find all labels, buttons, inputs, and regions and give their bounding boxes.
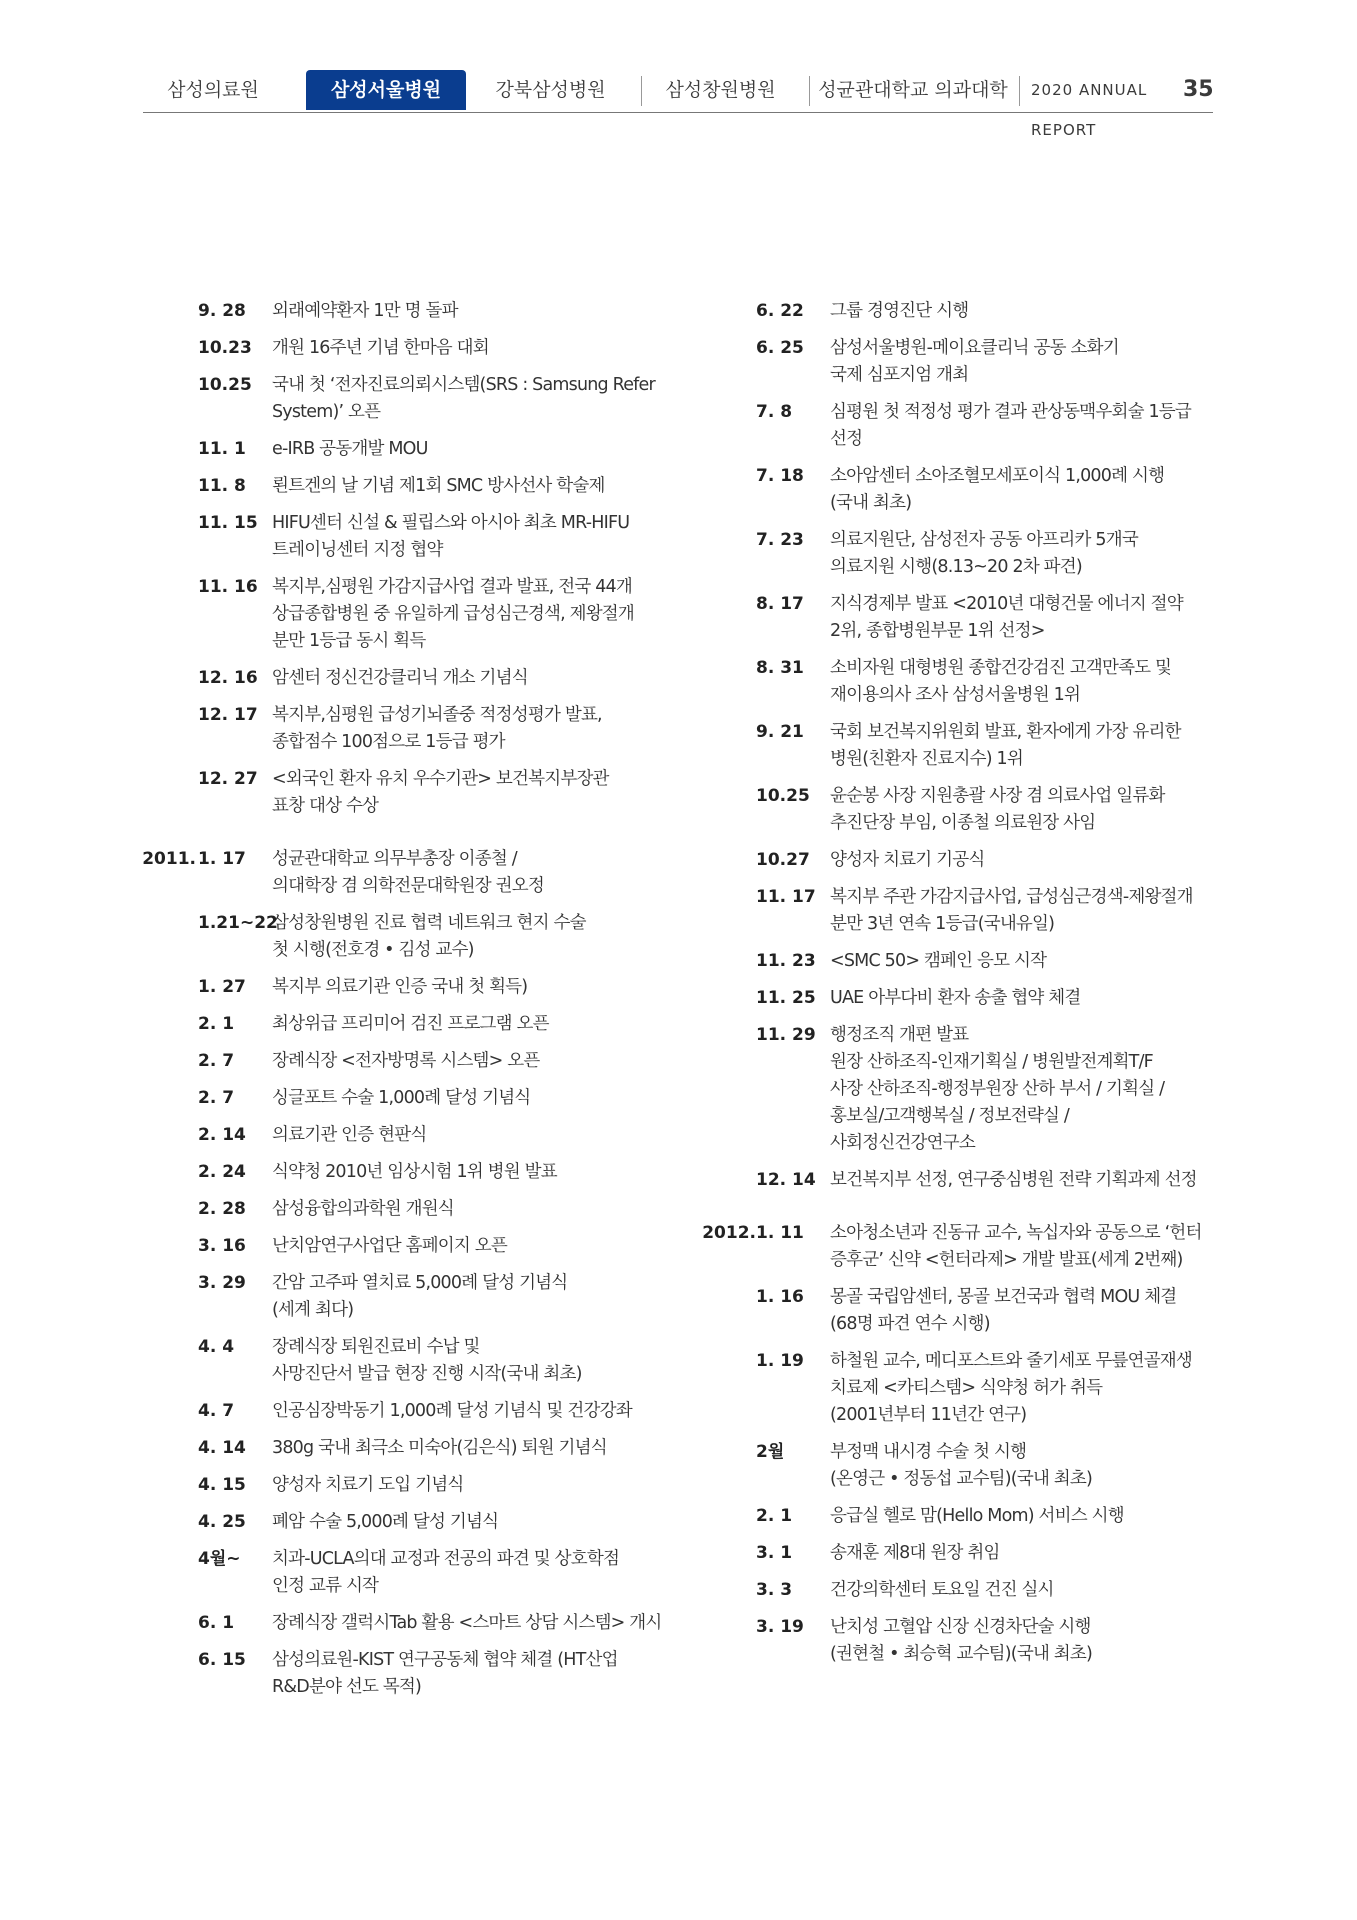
entry-date: 7. 18 (756, 466, 804, 486)
entry-text-line: 병원(친환자 진료지수) 1위 (830, 749, 1023, 769)
entry-text-line: 상급종합병원 중 유일하게 급성심근경색, 제왕절개 (272, 604, 635, 624)
entry-text-line: 송재훈 제8대 원장 취임 (830, 1543, 1000, 1563)
timeline-entry (700, 1167, 1202, 1194)
entry-date: 4. 14 (198, 1438, 246, 1458)
entry-text-line: 국제 심포지엄 개최 (830, 365, 969, 385)
timeline-entry (700, 1220, 1202, 1274)
timeline-entry (140, 335, 662, 362)
entry-date: 1. 17 (198, 849, 246, 869)
entry-date: 10.27 (756, 850, 810, 870)
entry-date: 3. 16 (198, 1236, 246, 1256)
entry-text-line: e-IRB 공동개발 MOU (272, 439, 428, 459)
tab-divider (641, 76, 642, 106)
tab-skku-medical-school[interactable]: 성균관대학교 의과대학 (818, 79, 1008, 101)
entry-text-line: 보건복지부 선정, 연구중심병원 전략 기획과제 선정 (830, 1170, 1197, 1190)
timeline-entry (700, 527, 1202, 581)
timeline-entry (700, 1614, 1202, 1668)
timeline-entry (700, 399, 1202, 453)
entry-text-line: 치료제 <카티스템> 식약청 허가 취득 (830, 1378, 1103, 1398)
entry-date: 6. 1 (198, 1613, 235, 1633)
entry-text-line: 트레이닝센터 지정 협약 (272, 540, 443, 560)
entry-text-line: (권현철 • 최승혁 교수팀)(국내 최초) (830, 1644, 1093, 1664)
entry-text-line: 암센터 정신건강클리닉 개소 기념식 (272, 668, 528, 688)
entry-date: 2. 14 (198, 1125, 246, 1145)
entry-text-line: 양성자 치료기 기공식 (830, 850, 985, 870)
tab-samsung-changwon-hospital[interactable]: 삼성창원병원 (665, 79, 776, 101)
timeline-entry (700, 1439, 1202, 1493)
entry-date: 10.25 (198, 375, 252, 395)
entry-text-line: 종합점수 100점으로 1등급 평가 (272, 732, 505, 752)
timeline-entry (700, 1540, 1202, 1567)
entry-date: 11. 8 (198, 476, 246, 496)
entry-text-line: 외래예약환자 1만 명 돌파 (272, 301, 458, 321)
entry-text-line: 복지부 의료기관 인증 국내 첫 획득) (272, 977, 528, 997)
entry-date: 8. 31 (756, 658, 804, 678)
entry-text-line: 뢴트겐의 날 기념 제1회 SMC 방사선사 학술제 (272, 476, 605, 496)
entry-date: 11. 1 (198, 439, 246, 459)
entry-date: 11. 17 (756, 887, 816, 907)
entry-text-line: 윤순봉 사장 지원총괄 사장 겸 의료사업 일류화 (830, 786, 1165, 806)
entry-text-line: (68명 파견 연수 시행) (830, 1314, 990, 1334)
timeline-entry (700, 463, 1202, 517)
timeline-entry (140, 1159, 662, 1186)
entry-date: 4. 7 (198, 1401, 235, 1421)
entry-text-line: 국내 첫 ‘전자진료의뢰시스템(SRS : Samsung Refer (272, 375, 655, 395)
entry-text-line: 소아청소년과 진동규 교수, 녹십자와 공동으로 ‘헌터 (830, 1223, 1202, 1243)
timeline-entry (700, 335, 1202, 389)
entry-text-line: 간암 고주파 열치료 5,000례 달성 기념식 (272, 1273, 568, 1293)
entry-text-line: 증후군’ 신약 <헌터라제> 개발 발표(세계 2번째) (830, 1250, 1183, 1270)
entry-text-line: 삼성융합의과학원 개원식 (272, 1199, 454, 1219)
timeline-entry (700, 1577, 1202, 1604)
timeline-entry (140, 1546, 662, 1600)
entry-date: 11. 16 (198, 577, 258, 597)
entry-text-line: UAE 아부다비 환자 송출 협약 체결 (830, 988, 1081, 1008)
entry-date: 12. 16 (198, 668, 258, 688)
entry-text-line: 선정 (830, 429, 863, 449)
entry-text-line: HIFU센터 신설 & 필립스와 아시아 최초 MR-HIFU (272, 513, 630, 533)
entry-text-line: 응급실 헬로 맘(Hello Mom) 서비스 시행 (830, 1506, 1124, 1526)
entry-date: 2. 28 (198, 1199, 246, 1219)
entry-text-line: 의대학장 겸 의학전문대학원장 권오정 (272, 876, 544, 896)
entry-date: 3. 29 (198, 1273, 246, 1293)
timeline-entry (140, 473, 662, 500)
timeline-entry (140, 1647, 662, 1701)
entry-text-line: 복지부 주관 가감지급사업, 급성심근경색-제왕절개 (830, 887, 1193, 907)
entry-text-line: 건강의학센터 토요일 건진 실시 (830, 1580, 1054, 1600)
entry-text-line: 그룹 경영진단 시행 (830, 301, 969, 321)
entry-text-line: (세계 최다) (272, 1300, 354, 1320)
entry-text-line: <외국인 환자 유치 우수기관> 보건복지부장관 (272, 769, 609, 789)
timeline-entry (700, 783, 1202, 837)
tab-samsung-seoul-hospital[interactable]: 삼성서울병원 (306, 70, 466, 110)
timeline-entry (140, 1509, 662, 1536)
entry-text-line: 복지부,심평원 급성기뇌졸중 적정성평가 발표, (272, 705, 602, 725)
tab-samsung-medical-center[interactable]: 삼성의료원 (167, 79, 259, 101)
entry-text-line: R&D분야 선도 목적) (272, 1677, 422, 1697)
entry-year: 2011. (142, 849, 196, 869)
timeline-entry (140, 1011, 662, 1038)
entry-date: 8. 17 (756, 594, 804, 614)
entry-text-line: 의료지원 시행(8.13~20 2차 파견) (830, 557, 1082, 577)
timeline-entry (140, 436, 662, 463)
entry-text-line: 소아암센터 소아조혈모세포이식 1,000례 시행 (830, 466, 1165, 486)
entry-text-line: 국회 보건복지위원회 발표, 환자에게 가장 유리한 (830, 722, 1181, 742)
entry-text-line: 의료기관 인증 현판식 (272, 1125, 427, 1145)
timeline-entry (700, 591, 1202, 645)
tab-divider (809, 76, 810, 106)
entry-date: 4월~ (198, 1549, 241, 1569)
entry-text-line: 하철원 교수, 메디포스트와 줄기세포 무릎연골재생 (830, 1351, 1193, 1371)
entry-date: 10.25 (756, 786, 810, 806)
timeline-entry (140, 974, 662, 1001)
entry-date: 6. 22 (756, 301, 804, 321)
entry-text-line: 재이용의사 조사 삼성서울병원 1위 (830, 685, 1081, 705)
timeline-entry (140, 372, 662, 426)
timeline-entry (140, 1122, 662, 1149)
entry-date: 11. 25 (756, 988, 816, 1008)
entry-text-line: <SMC 50> 캠페인 응모 시작 (830, 951, 1047, 971)
timeline-entry (140, 910, 662, 964)
entry-text-line: 삼성창원병원 진료 협력 네트워크 현지 수술 (272, 913, 586, 933)
entry-text-line: 행정조직 개편 발표 (830, 1025, 969, 1045)
entry-text-line: 의료지원단, 삼성전자 공동 아프리카 5개국 (830, 530, 1138, 550)
timeline-entry (700, 1348, 1202, 1429)
entry-text-line: 장례식장 퇴원진료비 수납 및 (272, 1337, 480, 1357)
timeline-entry (140, 766, 662, 820)
timeline-entry (700, 298, 1202, 325)
entry-date: 3. 3 (756, 1580, 793, 1600)
entry-text-line: 2위, 종합병원부문 1위 선정> (830, 621, 1045, 641)
entry-date: 2. 7 (198, 1088, 235, 1108)
entry-text-line: 성균관대학교 의무부총장 이종철 / (272, 849, 517, 869)
right-timeline-column (700, 298, 1202, 1678)
entry-date: 4. 25 (198, 1512, 246, 1532)
entry-text-line: 원장 산하조직-인재기획실 / 병원발전계획T/F (830, 1052, 1153, 1072)
entry-text-line: 심평원 첫 적정성 평가 결과 관상동맥우회술 1등급 (830, 402, 1192, 422)
timeline-entry (700, 1022, 1202, 1157)
timeline-entry (700, 847, 1202, 874)
entry-date: 2. 24 (198, 1162, 246, 1182)
entry-date: 9. 21 (756, 722, 804, 742)
entry-text-line: 인공심장박동기 1,000례 달성 기념식 및 건강강좌 (272, 1401, 632, 1421)
entry-date: 7. 23 (756, 530, 804, 550)
entry-text-line: 사장 산하조직-행정부원장 산하 부서 / 기획실 / (830, 1079, 1165, 1099)
entry-date: 6. 15 (198, 1650, 246, 1670)
timeline-entry (700, 884, 1202, 938)
entry-text-line: System)’ 오픈 (272, 402, 381, 422)
timeline-entry (700, 1503, 1202, 1530)
timeline-entry (700, 1284, 1202, 1338)
entry-text-line: 싱글포트 수술 1,000례 달성 기념식 (272, 1088, 531, 1108)
entry-text-line: 추진단장 부임, 이종철 의료원장 사임 (830, 813, 1096, 833)
timeline-entry (140, 665, 662, 692)
timeline-entry (140, 1472, 662, 1499)
entry-text-line: 표창 대상 수상 (272, 796, 379, 816)
entry-date: 4. 15 (198, 1475, 246, 1495)
entry-date: 7. 8 (756, 402, 793, 422)
entry-text-line: 지식경제부 발표 <2010년 대형건물 에너지 절약 (830, 594, 1183, 614)
timeline-entry (140, 1048, 662, 1075)
timeline-entry (140, 510, 662, 564)
entry-date: 1.21~22 (198, 913, 278, 933)
entry-text-line: 380g 국내 최극소 미숙아(김은식) 퇴원 기념식 (272, 1438, 607, 1458)
timeline-entry (140, 574, 662, 655)
timeline-entry (140, 1610, 662, 1637)
entry-date: 1. 16 (756, 1287, 804, 1307)
tab-divider (1019, 76, 1020, 106)
entry-text-line: 최상위급 프리미어 검진 프로그램 오픈 (272, 1014, 549, 1034)
entry-text-line: 난치성 고혈압 신장 신경차단술 시행 (830, 1617, 1091, 1637)
entry-date: 3. 19 (756, 1617, 804, 1637)
timeline-entry (700, 655, 1202, 709)
timeline-entry (140, 1270, 662, 1324)
entry-text-line: (2001년부터 11년간 연구) (830, 1405, 1027, 1425)
entry-text-line: 사망진단서 발급 현장 진행 시작(국내 최초) (272, 1364, 582, 1384)
timeline-entry (700, 948, 1202, 975)
entry-date: 1. 19 (756, 1351, 804, 1371)
entry-text-line: 홍보실/고객행복실 / 정보전략실 / (830, 1106, 1069, 1126)
entry-date: 2. 7 (198, 1051, 235, 1071)
entry-text-line: 인정 교류 시작 (272, 1576, 379, 1596)
timeline-entry (140, 1196, 662, 1223)
entry-text-line: 사회정신건강연구소 (830, 1133, 975, 1153)
tab-kangbuk-samsung-hospital[interactable]: 강북삼성병원 (495, 79, 606, 101)
entry-date: 12. 14 (756, 1170, 816, 1190)
entry-text-line: 분만 1등급 동시 획득 (272, 631, 426, 651)
entry-date: 11. 23 (756, 951, 816, 971)
entry-text-line: 분만 3년 연속 1등급(국내유일) (830, 914, 1055, 934)
header-rule (143, 112, 1213, 113)
timeline-entry (140, 1435, 662, 1462)
entry-text-line: 양성자 치료기 도입 기념식 (272, 1475, 464, 1495)
entry-date: 1. 27 (198, 977, 246, 997)
entry-text-line: 난치암연구사업단 홈페이지 오픈 (272, 1236, 507, 1256)
entry-text-line: (온영근 • 정동섭 교수팀)(국내 최초) (830, 1469, 1093, 1489)
timeline-entry (700, 719, 1202, 773)
timeline-entry (140, 298, 662, 325)
entry-text-line: 장례식장 갤럭시Tab 활용 <스마트 상담 시스템> 개시 (272, 1613, 662, 1633)
timeline-entry (140, 702, 662, 756)
entry-text-line: 삼성서울병원-메이요클리닉 공동 소화기 (830, 338, 1119, 358)
entry-date: 2. 1 (756, 1506, 793, 1526)
entry-date: 1. 11 (756, 1223, 804, 1243)
left-timeline-column (140, 298, 662, 1711)
entry-text-line: 삼성의료원-KIST 연구공동체 협약 체결 (HT산업 (272, 1650, 618, 1670)
report-title: 2020 ANNUAL REPORT (1031, 81, 1148, 139)
entry-date: 4. 4 (198, 1337, 235, 1357)
timeline-entry (140, 846, 662, 900)
entry-text-line: 부정맥 내시경 수술 첫 시행 (830, 1442, 1027, 1462)
entry-date: 11. 29 (756, 1025, 816, 1045)
entry-date: 12. 27 (198, 769, 258, 789)
entry-text-line: 첫 시행(전호경 • 김성 교수) (272, 940, 474, 960)
entry-date: 2월 (756, 1442, 785, 1462)
timeline-entry (700, 985, 1202, 1012)
entry-text-line: 치과-UCLA의대 교정과 전공의 파견 및 상호학점 (272, 1549, 620, 1569)
entry-date: 6. 25 (756, 338, 804, 358)
page-number: 35 (1183, 77, 1214, 102)
entry-date: 10.23 (198, 338, 252, 358)
timeline-entry (140, 1398, 662, 1425)
entry-date: 2. 1 (198, 1014, 235, 1034)
entry-text-line: 개원 16주년 기념 한마음 대회 (272, 338, 489, 358)
entry-date: 12. 17 (198, 705, 258, 725)
entry-text-line: 몽골 국립암센터, 몽골 보건국과 협력 MOU 체결 (830, 1287, 1177, 1307)
entry-date: 11. 15 (198, 513, 258, 533)
entry-year: 2012. (702, 1223, 756, 1243)
entry-date: 3. 1 (756, 1543, 793, 1563)
timeline-entry (140, 1233, 662, 1260)
entry-date: 9. 28 (198, 301, 246, 321)
entry-text-line: 폐암 수술 5,000례 달성 기념식 (272, 1512, 499, 1532)
page-header (143, 70, 1214, 139)
entry-text-line: 복지부,심평원 가감지급사업 결과 발표, 전국 44개 (272, 577, 633, 597)
timeline-entry (140, 1334, 662, 1388)
entry-text-line: 소비자원 대형병원 종합건강검진 고객만족도 및 (830, 658, 1172, 678)
timeline-entry (140, 1085, 662, 1112)
entry-text-line: (국내 최초) (830, 493, 912, 513)
entry-text-line: 장례식장 <전자방명록 시스템> 오픈 (272, 1051, 540, 1071)
entry-text-line: 식약청 2010년 임상시험 1위 병원 발표 (272, 1162, 557, 1182)
